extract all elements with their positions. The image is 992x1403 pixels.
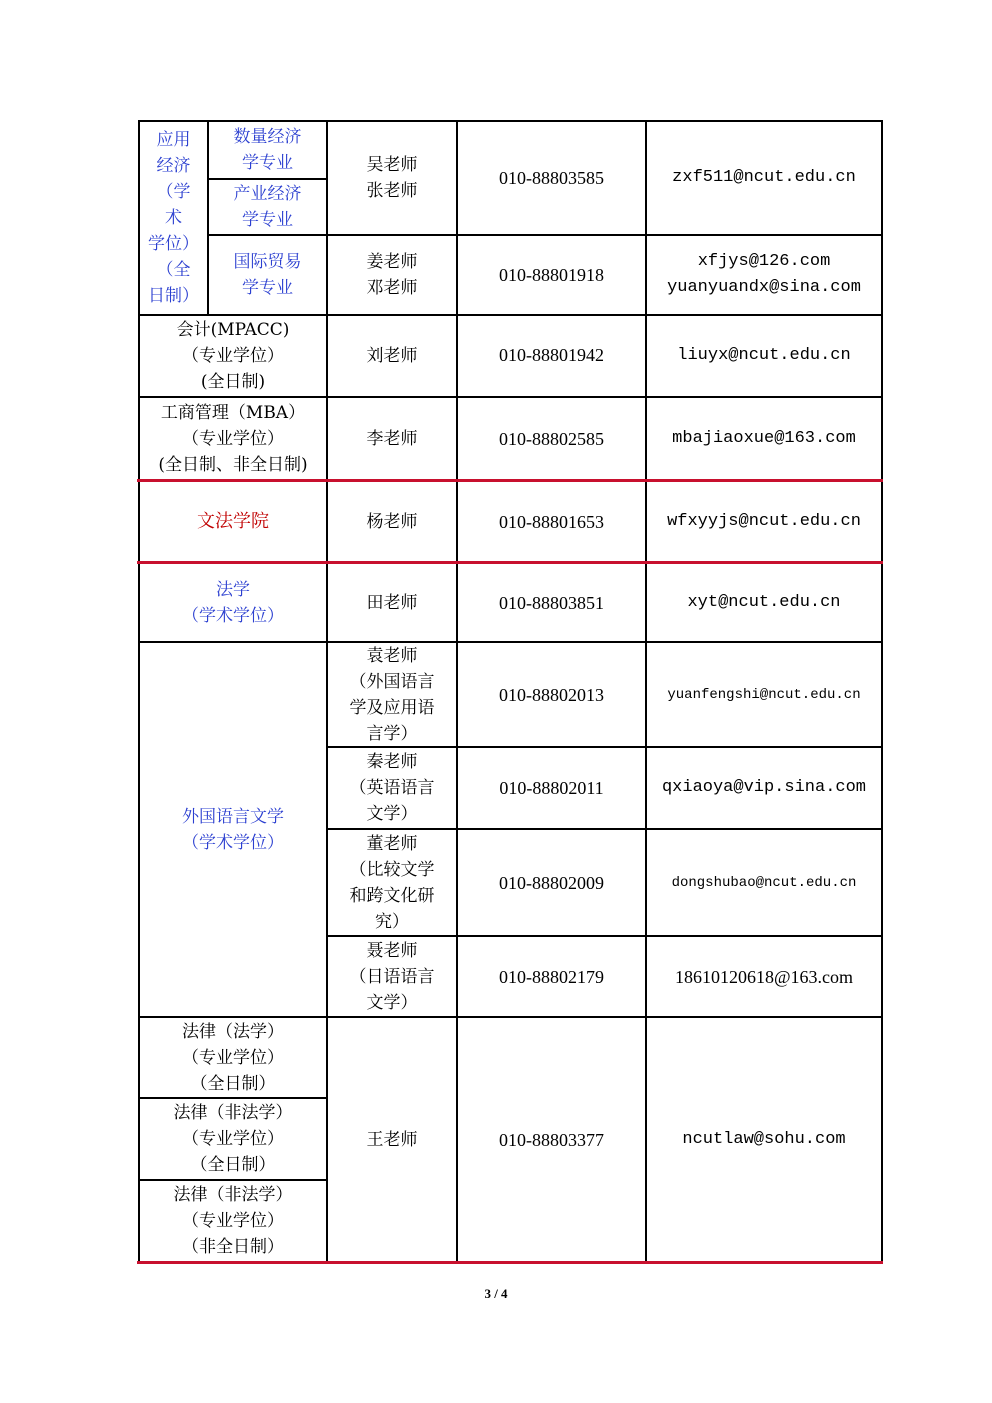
teacher-cell: 袁老师 （外国语言 学及应用语 言学） [349, 645, 435, 744]
email-cell: zxf511@ncut.edu.cn [672, 168, 856, 187]
section-separator [137, 479, 883, 482]
program-quantitative-economics: 数量经济 学专业 [233, 126, 302, 173]
phone-cell: 010-88801653 [499, 512, 604, 532]
teacher-cell: 刘老师 [366, 346, 418, 366]
program-industrial-economics: 产业经济 学专业 [233, 183, 302, 230]
program-jm-law: 法律（法学） （专业学位） （全日制） [182, 1021, 284, 1094]
program-jm-nonlaw-fulltime: 法律（非法学） （专业学位） （全日制） [173, 1103, 293, 1175]
table-border [881, 120, 883, 1263]
email-cell: liuyx@ncut.edu.cn [677, 346, 851, 365]
section-separator [137, 561, 883, 564]
table-border [207, 120, 209, 315]
program-mba: 工商管理（MBA） （专业学位） (全日制、非全日制) [158, 402, 308, 475]
phone-cell: 010-88803377 [499, 1129, 604, 1150]
table-border [138, 314, 883, 316]
phone-cell: 010-88803585 [499, 168, 604, 188]
program-foreign-languages: 外国语言文学 （学术学位） [182, 806, 284, 853]
teacher-cell: 杨老师 [366, 512, 418, 532]
email-cell: 18610120618@163.com [674, 966, 854, 987]
email-cell: dongshubao@ncut.edu.cn [671, 874, 857, 891]
phone-cell: 010-88802011 [499, 778, 604, 798]
teacher-cell: 田老师 [366, 593, 418, 613]
table-border [645, 120, 647, 1263]
table-border [207, 178, 327, 180]
page-number: 3 / 4 [484, 1286, 508, 1301]
table-border [326, 828, 883, 830]
teacher-cell: 聂老师 （日语语言 文学） [349, 940, 435, 1013]
phone-cell: 010-88803851 [499, 593, 604, 613]
table-border [326, 120, 328, 1263]
teacher-cell: 王老师 [366, 1129, 418, 1150]
phone-cell: 010-88802179 [499, 966, 604, 987]
teacher-cell: 姜老师 邓老师 [366, 252, 418, 298]
teacher-cell: 董老师 （比较文学 和跨文化研 究） [349, 833, 435, 932]
table-border [326, 935, 883, 937]
table-border [138, 120, 140, 1263]
teacher-cell: 秦老师 （英语语言 文学） [349, 752, 435, 824]
table-border [138, 396, 883, 398]
table-border [326, 746, 883, 748]
table-border [456, 120, 458, 1263]
program-mpacc: 会计(MPACC) （专业学位） (全日制) [176, 320, 290, 392]
email-cell: xyt@ncut.edu.cn [687, 593, 841, 612]
teacher-cell: 李老师 [366, 428, 418, 449]
teacher-cell: 吴老师 张老师 [366, 155, 418, 201]
table-border [138, 120, 883, 122]
phone-cell: 010-88801918 [499, 265, 604, 285]
table-border [138, 1179, 327, 1181]
email-cell: mbajiaoxue@163.com [672, 428, 856, 448]
table-border [207, 234, 883, 236]
phone-cell: 010-88801942 [499, 344, 604, 365]
college-name: 文法学院 [197, 511, 269, 532]
program-law: 法学 （学术学位） [182, 580, 284, 626]
phone-cell: 010-88802585 [499, 428, 604, 449]
program-international-trade: 国际贸易 学专业 [233, 252, 302, 298]
email-cell: wfxyyjs@ncut.edu.cn [667, 512, 861, 531]
email-cell: xfjys@126.com yuanyuandx@sina.com [667, 252, 861, 297]
table-border [138, 641, 883, 643]
phone-cell: 010-88802013 [499, 684, 604, 705]
phone-cell: 010-88802009 [499, 872, 604, 893]
program-jm-nonlaw-parttime: 法律（非法学） （专业学位） （非全日制） [173, 1185, 293, 1257]
email-cell: yuanfengshi@ncut.edu.cn [667, 686, 861, 703]
section-separator [137, 1261, 883, 1264]
email-cell: ncutlaw@sohu.com [682, 1129, 846, 1149]
email-cell: qxiaoya@vip.sina.com [661, 778, 867, 797]
program-group-applied-economics: 应用 经济 （学 术 学位） （全 日制） [148, 129, 199, 306]
table-border [138, 1097, 327, 1099]
table-border [138, 1016, 883, 1018]
